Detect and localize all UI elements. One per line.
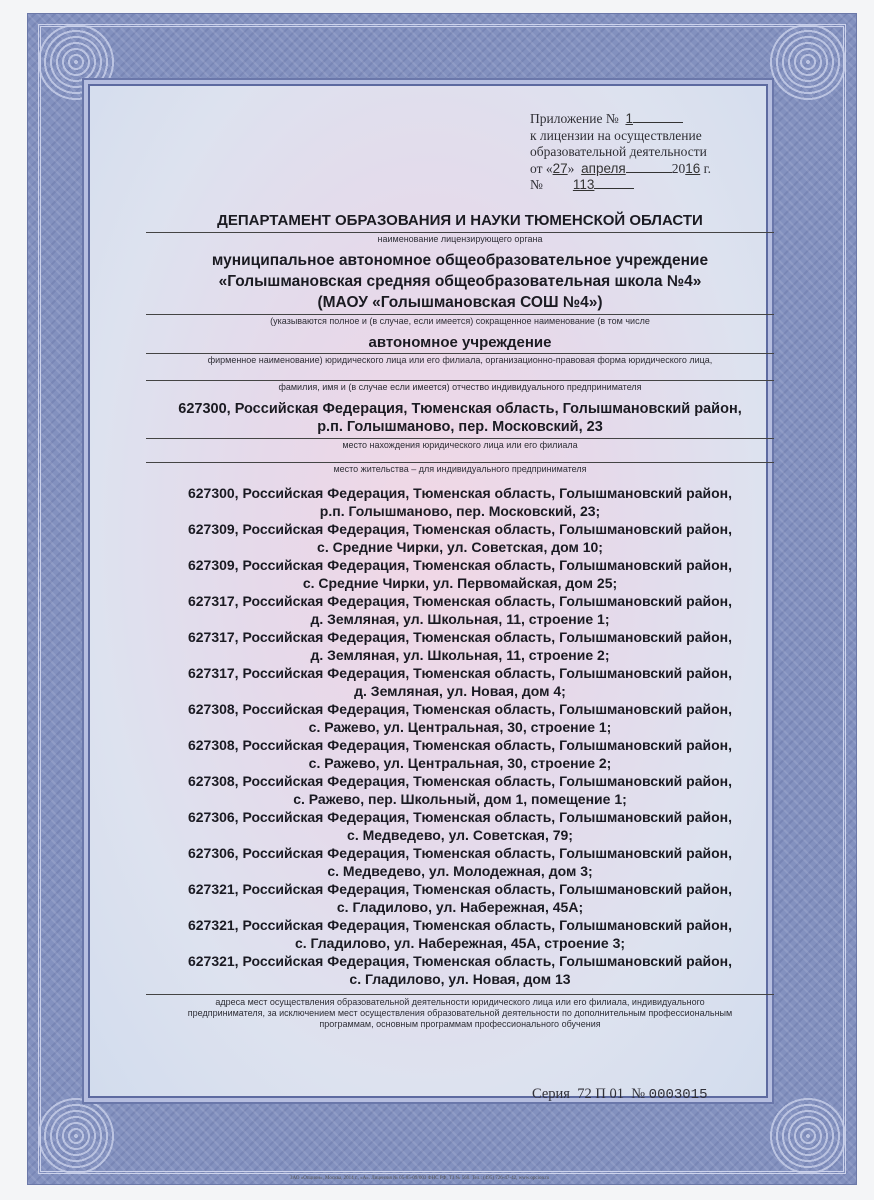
address-line: с. Ражево, пер. Школьный, дом 1, помещение 1; bbox=[293, 791, 627, 807]
list-item bbox=[146, 736, 774, 772]
corner-rosette bbox=[36, 1096, 116, 1176]
form-series bbox=[532, 1086, 707, 1103]
address-line: 627306, Российская Федерация, Тюменская область, Голышмановский район, bbox=[187, 845, 733, 861]
list-item bbox=[146, 520, 774, 556]
address-line: 627317, Российская Федерация, Тюменская область, Голышмановский район, bbox=[187, 665, 733, 681]
divider bbox=[146, 994, 774, 995]
corner-rosette bbox=[768, 1096, 848, 1176]
address-line: д. Земляная, ул. Школьная, 11, строение 1; bbox=[310, 611, 610, 627]
licensee-caption: фирменное наименование) юридического лица или его филиала, организационно-правовая форма юридического лица, bbox=[207, 355, 713, 365]
list-item bbox=[146, 628, 774, 664]
corner-rosette bbox=[768, 22, 848, 102]
license-number: 113 bbox=[572, 177, 595, 192]
address-line: 627321, Российская Федерация, Тюменская область, Голышмановский район, bbox=[187, 953, 733, 969]
caption-line: адреса мест осуществления образовательной деятельности юридического лица или его филиала, индивидуального bbox=[215, 997, 705, 1007]
divider bbox=[146, 314, 774, 315]
address-line: с. Ражево, ул. Центральная, 30, строение 2; bbox=[308, 755, 612, 771]
divider bbox=[146, 232, 774, 233]
appendix-block bbox=[530, 111, 711, 194]
address-line: 627309, Российская Федерация, Тюменская область, Голышмановский район, bbox=[187, 521, 733, 537]
list-item bbox=[146, 700, 774, 736]
licensee-short-name: (МАОУ «Голышмановская СОШ №4») bbox=[317, 294, 603, 311]
date-year-prefix: 20 bbox=[671, 160, 686, 176]
address-line: 627317, Российская Федерация, Тюменская область, Голышмановский район, bbox=[187, 629, 733, 645]
series-number-label: № bbox=[631, 1086, 646, 1102]
issuer-name: ДЕПАРТАМЕНТ ОБРАЗОВАНИЯ И НАУКИ ТЮМЕНСКОЙ ОБЛАСТИ bbox=[217, 212, 703, 229]
licensee-line: муниципальное автономное общеобразовательное учреждение bbox=[211, 252, 709, 269]
list-item bbox=[146, 916, 774, 952]
address-line: 627321, Российская Федерация, Тюменская область, Голышмановский район, bbox=[187, 881, 733, 897]
list-item bbox=[146, 808, 774, 844]
address-line: с. Средние Чирки, ул. Первомайская, дом 25; bbox=[302, 575, 618, 591]
address-line: с. Средние Чирки, ул. Советская, дом 10; bbox=[317, 539, 603, 555]
list-item bbox=[146, 772, 774, 808]
address-list bbox=[146, 484, 774, 988]
address-line: с. Медведево, ул. Советская, 79; bbox=[347, 827, 573, 843]
number-label: № bbox=[530, 177, 543, 192]
address-line: р.п. Голышманово, пер. Московский, 23; bbox=[319, 503, 601, 519]
printer-footer: ЗАО «Опцион», Москва, 2014 г., «А». Лицензия № 05-05-09/003 ФНС РФ, ТЗ № 560. Тел.: (495) 726-47-42, www.opcion.ru bbox=[290, 1176, 550, 1181]
date-month: апреля bbox=[581, 160, 626, 176]
address-line: с. Гладилово, ул. Набережная, 45А, строение 3; bbox=[294, 935, 626, 951]
licensee-caption: фамилия, имя и (в случае если имеется) отчество индивидуального предпринимателя bbox=[278, 382, 642, 392]
date-end: г. bbox=[703, 160, 712, 176]
list-item bbox=[146, 844, 774, 880]
caption-line: программам, основным программам профессионального обучения bbox=[319, 1019, 601, 1029]
addresses-caption bbox=[146, 997, 774, 1030]
date-year-suffix: 16 bbox=[685, 160, 701, 176]
address-line: 627317, Российская Федерация, Тюменская область, Голышмановский район, bbox=[187, 593, 733, 609]
list-item bbox=[146, 556, 774, 592]
divider bbox=[146, 353, 774, 354]
licensee-line: «Голышмановская средняя общеобразовательная школа №4» bbox=[218, 273, 702, 290]
address-line: с. Гладилово, ул. Новая, дом 13 bbox=[349, 971, 571, 987]
list-item bbox=[146, 592, 774, 628]
list-item bbox=[146, 952, 774, 988]
address-line: с. Гладилово, ул. Набережная, 45А; bbox=[336, 899, 584, 915]
appendix-number: 1 bbox=[625, 111, 633, 126]
address-line: д. Земляная, ул. Новая, дом 4; bbox=[354, 683, 566, 699]
date-prefix: от « bbox=[530, 160, 553, 176]
date-mid: » bbox=[567, 160, 575, 176]
series-label: Серия bbox=[532, 1086, 570, 1102]
address-line: д. Земляная, ул. Школьная, 11, строение 2; bbox=[310, 647, 610, 663]
series-number: 0003015 bbox=[648, 1087, 708, 1103]
address-line: 627321, Российская Федерация, Тюменская область, Голышмановский район, bbox=[187, 917, 733, 933]
licensee-caption: (указываются полное и (в случае, если имеется) сокращенное наименование (в том числе bbox=[270, 316, 650, 326]
address-line: 627308, Российская Федерация, Тюменская область, Голышмановский район, bbox=[187, 737, 733, 753]
series-code: 72 П 01 bbox=[577, 1086, 624, 1102]
issuer-caption: наименование лицензирующего органа bbox=[377, 234, 543, 244]
location-caption: место нахождения юридического лица или его филиала bbox=[342, 440, 578, 450]
divider bbox=[146, 380, 774, 381]
location-line: 627300, Российская Федерация, Тюменская область, Голышмановский район, bbox=[178, 401, 742, 417]
address-line: 627306, Российская Федерация, Тюменская область, Голышмановский район, bbox=[187, 809, 733, 825]
location-caption: место жительства – для индивидуального предпринимателя bbox=[333, 464, 587, 474]
divider bbox=[146, 462, 774, 463]
appendix-line: к лицензии на осуществление bbox=[530, 127, 702, 143]
divider bbox=[146, 438, 774, 439]
address-line: 627308, Российская Федерация, Тюменская область, Голышмановский район, bbox=[187, 701, 733, 717]
org-form: автономное учреждение bbox=[368, 334, 552, 351]
address-line: 627308, Российская Федерация, Тюменская область, Голышмановский район, bbox=[187, 773, 733, 789]
appendix-line: образовательной деятельности bbox=[530, 144, 707, 159]
address-line: 627300, Российская Федерация, Тюменская область, Голышмановский район, bbox=[187, 485, 733, 501]
address-line: с. Ражево, ул. Центральная, 30, строение 1; bbox=[308, 719, 612, 735]
list-item bbox=[146, 664, 774, 700]
date-day: 27 bbox=[552, 160, 568, 176]
list-item bbox=[146, 880, 774, 916]
list-item bbox=[146, 484, 774, 520]
location-line: р.п. Голышманово, пер. Московский, 23 bbox=[317, 419, 603, 435]
address-line: с. Медведево, ул. Молодежная, дом 3; bbox=[327, 863, 593, 879]
caption-line: предпринимателя, за исключением мест осуществления образовательной деятельности по дополнительным профессиональным bbox=[187, 1008, 733, 1018]
appendix-label: Приложение № bbox=[530, 111, 619, 126]
address-line: 627309, Российская Федерация, Тюменская область, Голышмановский район, bbox=[187, 557, 733, 573]
